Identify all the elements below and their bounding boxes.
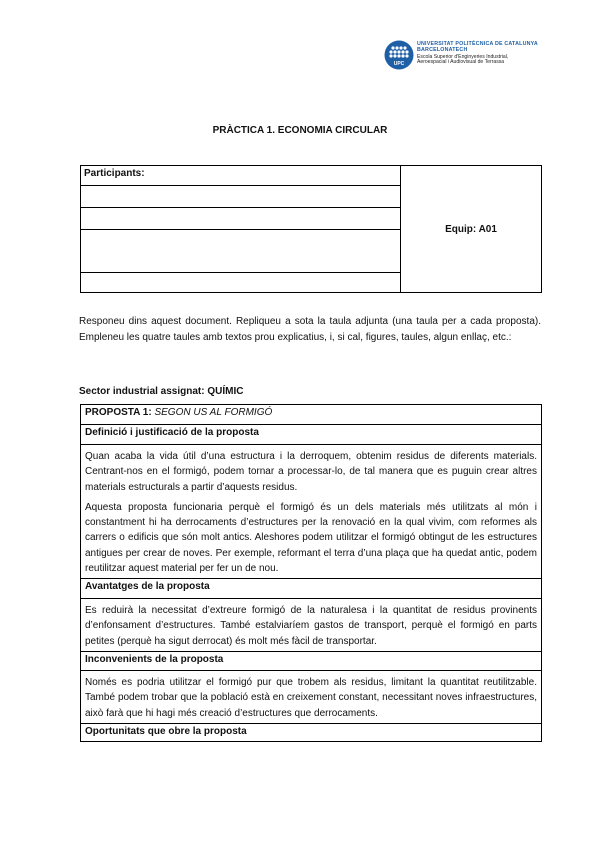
school-name-line1: Escola Superior d'Enginyeries Industrial,: [417, 54, 509, 61]
opportunities-heading-row: [81, 724, 541, 741]
participant-row[interactable]: [81, 186, 400, 208]
proposal-table: [80, 404, 542, 742]
university-logo: [384, 40, 554, 74]
participants-table: [80, 165, 542, 293]
definition-heading-row: [81, 425, 541, 445]
team-label: Equip: A01: [445, 223, 497, 235]
school-name-line2: Aeroespacial i Audiovisual de Terrassa: [417, 59, 505, 66]
proposal-title-row: [81, 405, 541, 425]
participant-row[interactable]: [81, 273, 400, 292]
sector-label: Sector industrial assignat: QUÍMIC: [79, 386, 244, 397]
participants-header-row: [81, 166, 400, 186]
participant-row[interactable]: [81, 230, 400, 273]
advantages-heading: Avantatges de la proposta: [85, 581, 210, 592]
definition-paragraph: Quan acaba la vida útil d’una estructura i la derroquem, obtenim residus de diferents materials. Centrant-nos en el formigó, podem tornar a processar-lo, de tal manera que es puguin crear altres materials estructurals a partir d’aquests residus.: [85, 451, 537, 493]
participant-row[interactable]: [81, 208, 400, 230]
participants-header: Participants:: [84, 168, 145, 179]
logo-text: UPC: [393, 61, 405, 67]
page-title: PRÀCTICA 1. ECONOMIA CIRCULAR: [212, 125, 388, 136]
drawbacks-content: [81, 671, 541, 724]
advantages-content: [81, 599, 541, 652]
advantages-heading-row: [81, 579, 541, 599]
definition-content: [81, 445, 541, 579]
proposal-name: SEGON US AL FORMIGÓ: [154, 407, 273, 418]
definition-heading: Definició i justificació de la proposta: [85, 427, 259, 438]
instructions-text: Responeu dins aquest document. Repliqueu a sota la taula adjunta (una taula per a cada proposta). Empleneu les quatre taules amb textos prou explicatius, i, si cal, figures, taules, algun enllaç, etc.:: [79, 316, 541, 343]
university-name: UNIVERSITAT POLITÈCNICA DE CATALUNYA: [417, 41, 538, 47]
participants-column: [81, 166, 401, 292]
proposal-label: PROPOSTA 1:: [85, 407, 152, 418]
opportunities-heading: Oportunitats que obre la proposta: [85, 726, 247, 737]
drawbacks-heading-row: [81, 652, 541, 671]
drawbacks-paragraph: Només es podria utilitzar el formigó pur que trobem als residus, limitant la quantitat reutilitzable. També podem trobar que la població està en creixement constant, necessitant noves infraestructures, això farà que hi hagi més creació d’estructures que derrocaments.: [85, 677, 537, 719]
definition-paragraph: Aquesta proposta funcionaria perquè el formigó és un dels materials més utilitzats al món i constantment hi ha derrocaments d’estructures per la renovació en la qual vivim, com reformes als carrers o edificis que són molt antics. Aleshores podem utilitzar el formigó obtingut de les estructures antigues per crear de noves. Per exemple, reformant el terra d’una plaça que ha quedat antic, podem reutilitzar aquest material per fer un de nou.: [85, 501, 537, 575]
university-tagline: BARCELONATECH: [417, 46, 468, 53]
advantages-paragraph: Es reduirà la necessitat d’extreure formigó de la naturalesa i la quantitat de residus provinents d’enfonsament d’estructures. També estalviaríem gastos de transport, perquè el formigó en parts petites (perquè ha sigut derrocat) és molt més fàcil de transportar.: [85, 605, 537, 647]
drawbacks-heading: Inconvenients de la proposta: [85, 654, 224, 665]
upc-logo-icon: [384, 40, 414, 70]
